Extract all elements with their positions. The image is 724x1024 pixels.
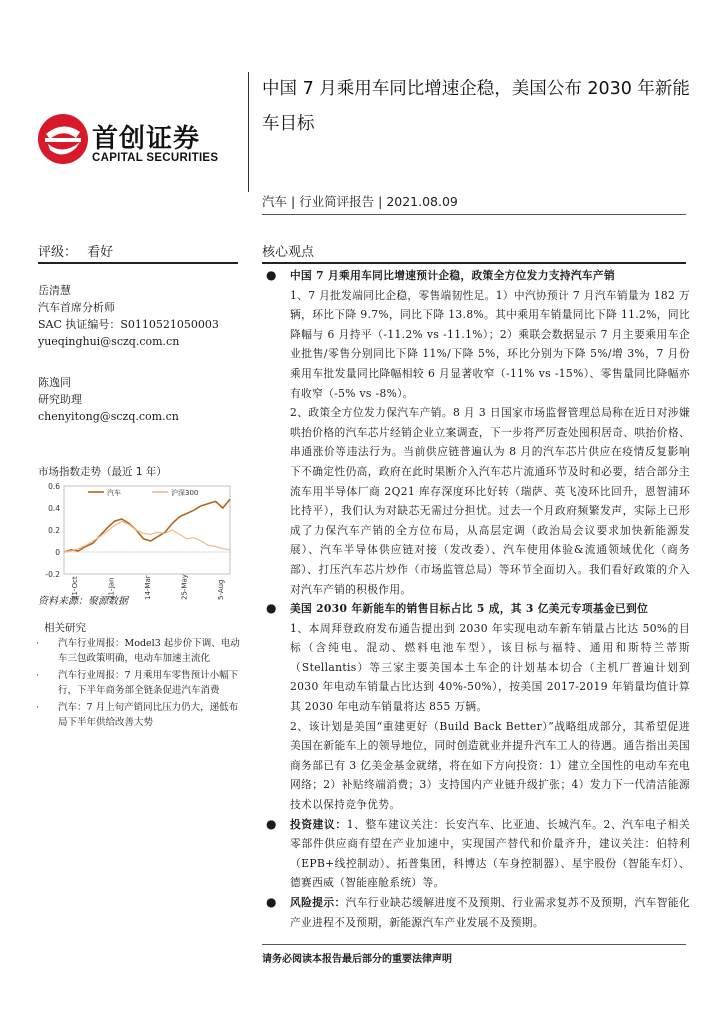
- series-line-1: [64, 521, 230, 552]
- related-item-text[interactable]: 汽车行业周报：7 月乘用车零售预计小幅下行，下半年商务部全链条促进汽车消费: [58, 670, 239, 696]
- rating-value: 看好: [87, 245, 114, 260]
- paragraph: 1、本周拜登政府发布通告提出到 2030 年实现电动车新车销量占比达 50%的目标（含纯电、混动、燃料电池车型），该目标与福特、通用和斯特兰蒂斯（Stellantis）等三家主要美国本土车企的计划基本切合（主机厂普遍计划到 2030 年电动车销量占比达到 40%-50%），按美国 2017-2019 年销量均值计算其 2030 年电动车销量将达 855 万辆。: [290, 621, 690, 714]
- brand-name-en: CAPITAL SECURITIES: [92, 152, 219, 164]
- analyst-email[interactable]: chenyitong@sczq.com.cn: [38, 410, 179, 423]
- y-tick-label: 0: [55, 548, 60, 557]
- analyst-role: 汽车首席分析师: [38, 301, 115, 314]
- header-divider: [248, 72, 249, 192]
- paragraph: 2、该计划是美国“重建更好（Build Back Better）”战略组成部分，其希望促进美国在新能车上的领导地位，同时创造就业并提升汽车工人的待遇。通告指出美国商务部已有 3 亿美金基金就绪，将在如下方向投资：1）建立全国性的电动车充电网络；2）补贴终端消费；3）支持国内产业链升级扩张；4）发力下一代清洁能源技术以保持竞争优势。: [290, 719, 690, 812]
- chart-source: 资料来源：聚源数据: [38, 596, 128, 607]
- market-index-chart: [38, 478, 236, 600]
- related-item[interactable]: [36, 636, 246, 666]
- related-item[interactable]: [36, 668, 246, 698]
- section-heading: 中国 7 月乘用车同比增速预计企稳，政策全方位发力支持汽车产销: [290, 269, 615, 282]
- company-logo: [36, 112, 90, 166]
- rating: [38, 241, 113, 260]
- footer-rule: [262, 944, 686, 945]
- chart-svg: [38, 478, 236, 600]
- analyst-1: [38, 282, 219, 350]
- y-tick-label: 0.2: [48, 526, 60, 535]
- analyst-email[interactable]: yueqinghui@sczq.com.cn: [38, 335, 180, 348]
- related-item[interactable]: [36, 700, 246, 730]
- x-tick-label: 14-Mar: [144, 575, 152, 600]
- bullet-icon: ·: [36, 702, 40, 713]
- x-tick-label: 25-May: [180, 574, 189, 600]
- y-tick-label: -0.2: [45, 570, 60, 579]
- x-tick-label: 21-Oct: [71, 576, 79, 600]
- brand-name-cn: 首创证券: [92, 124, 201, 154]
- rating-label: 评级：: [38, 245, 78, 260]
- x-tick-label: 5-Aug: [217, 579, 225, 600]
- investment-advice: [290, 815, 690, 893]
- analyst-name: 岳清慧: [38, 284, 71, 297]
- risk-warning: [290, 893, 690, 932]
- bullet-icon: ●: [266, 816, 277, 831]
- left-rule: [38, 262, 238, 264]
- section-heading: 投资建议：: [290, 817, 347, 831]
- x-tick-label: 21-Jan: [107, 577, 116, 600]
- right-rule: [262, 262, 686, 264]
- section-inline: 1、整车建议关注：长安汽车、比亚迪、长城汽车。2、汽车电子相关零部件供应商有望在产业加速中，实现国产替代和价量齐升，建议关注：伯特利（EPB+线控制动）、拓普集团，科博达（车身控制器）、星宇股份（智能车灯）、德赛西威（智能座舱系统）等。: [290, 817, 690, 890]
- related-list: [36, 636, 246, 732]
- section-2: [262, 599, 690, 619]
- analyst-2: [38, 374, 179, 425]
- paragraph: 2、政策全方位发力保汽车产销。8 月 3 日国家市场监督管理总局称在近日对涉嫌哄抬价格的汽车芯片经销企业立案调查，下一步将严厉查处囤积居奇、哄抬价格、串通涨价等违法行为。当前供应链普遍认为 8 月的汽车芯片供应在疫情反复影响下不确定性仍高，政府在此时果断介入汽车芯片流通环节及时和必要，结合部分主流车用半导体厂商 2Q21 库存深度环比好转（瑞萨、英飞凌环比回升，恩智浦环比持平），我们认为对缺芯无需过分担忧。过去一个月政府频繁发声，实际上已形成了力保汽车产销的全方位布局，从高层定调（政治局会议要求加快新能源发展）、汽车半导体供应链对接（发改委）、汽车使用体验&流通领域优化（商务部）、打压汽车芯片炒作（市场监管总局）等环节全面切入。我们看好政策的介入对汽车产销的积极作用。: [290, 406, 690, 596]
- bullet-icon: ●: [266, 268, 277, 282]
- core-content: [262, 266, 690, 932]
- section-body: [262, 286, 690, 600]
- chart-title: 市场指数走势（最近 1 年）: [38, 466, 167, 478]
- section-inline: 汽车行业缺芯缓解进度不及预期、行业需求复苏不及预期，汽车智能化产业进程不及预期，新能源汽车产业发展不及预期。: [290, 896, 690, 929]
- section-3: [262, 815, 690, 893]
- report-title: 中国 7 月乘用车同比增速企稳，美国公布 2030 年新能车目标: [262, 79, 690, 134]
- chart-frame: [64, 486, 230, 574]
- y-tick-label: 0.4: [48, 504, 60, 513]
- core-heading: 核心观点: [262, 245, 315, 260]
- header-rule: [262, 214, 686, 215]
- logo-mark-icon: [36, 112, 90, 166]
- legend-label: 汽车: [107, 489, 121, 497]
- bullet-icon: ·: [36, 638, 40, 649]
- related-heading: 相关研究: [44, 622, 86, 634]
- section-1: [262, 266, 690, 286]
- y-tick-label: 0.6: [48, 482, 60, 491]
- analyst-name: 陈逸同: [38, 376, 71, 389]
- section-4: [262, 893, 690, 932]
- legend-label: 沪深300: [171, 489, 199, 497]
- related-item-text[interactable]: 汽车行业周报：Model3 起步价下调、电动车三包政策明确，电动车加速主流化: [58, 638, 240, 664]
- paragraph: 1、7 月批发端同比企稳，零售端韧性足。1）中汽协预计 7 月汽车销量为 182 万辆，环比下降 9.7%，同比下降 13.8%。其中乘用车销量同比下降 11.2%，同比降幅与 6 月持平（-11.2% vs -11.1%）；2）乘联会数据显示 7 月主要乘用车企业批售/零售分别同比下降 11%/下降 5%，环比分别为下降 5%/增 3%，7 月份乘用车批发量同比降幅相较 6 月显著收窄（-11% vs -15%）、零售量同比降幅亦有收窄（-5% vs -8%）。: [290, 288, 690, 400]
- report-subtitle: 汽车 | 行业简评报告 | 2021.08.09: [262, 194, 458, 209]
- section-heading: 风险提示：: [290, 896, 346, 909]
- footer-disclaimer: 请务必阅读本报告最后部分的重要法律声明: [262, 954, 452, 965]
- section-heading: 美国 2030 年新能车的销售目标占比 5 成，其 3 亿美元专项基金已到位: [290, 602, 649, 616]
- section-body: [262, 619, 690, 815]
- related-item-text[interactable]: 汽车：7 月上旬产销同比压力仍大，递低布局下半年供给改善大势: [58, 702, 239, 728]
- bullet-icon: ●: [266, 895, 277, 909]
- analyst-license: SAC 执证编号：S0110521050003: [38, 318, 219, 331]
- analyst-role: 研究助理: [38, 393, 82, 406]
- bullet-icon: ·: [36, 670, 40, 681]
- bullet-icon: ●: [266, 601, 277, 616]
